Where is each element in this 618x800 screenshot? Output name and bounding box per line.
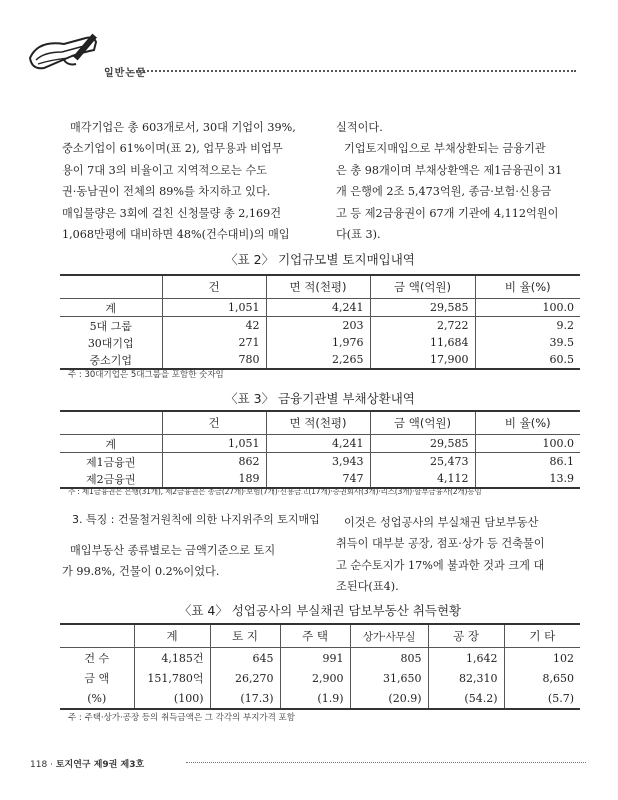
table-cell: 13.9 bbox=[475, 470, 580, 488]
table-cell: 8,650 bbox=[504, 668, 580, 688]
table-cell: 189 bbox=[162, 470, 266, 488]
table4-caption: 〈표 4〉 성업공사의 부실채권 담보부동산 취득현황 bbox=[178, 603, 462, 618]
header-divider bbox=[136, 70, 576, 72]
journal-logo bbox=[24, 30, 116, 76]
text-line: 매입물량은 3회에 걸친 신청물량 총 2,169건 bbox=[62, 206, 282, 220]
text-line: 개 은행에 2조 5,473억원, 종금·보험·신용금 bbox=[336, 185, 552, 199]
table-cell: 2,722 bbox=[370, 317, 475, 335]
table-row bbox=[60, 435, 580, 453]
text-line: 가 99.8%, 건물이 0.2%이었다. bbox=[62, 565, 220, 579]
page-footer bbox=[30, 757, 144, 770]
table-header-cell: 금 액(억원) bbox=[370, 411, 475, 435]
table-cell: 11,684 bbox=[370, 334, 475, 351]
table3 bbox=[60, 410, 580, 489]
section3-left-paragraph bbox=[62, 540, 312, 583]
page-number: 118 bbox=[30, 760, 48, 770]
table-header-cell: 비 율(%) bbox=[475, 275, 580, 299]
table-cell: 1,976 bbox=[266, 334, 370, 351]
text-line: 기업토지매입으로 부채상환되는 금융기관 bbox=[344, 142, 546, 156]
table-cell: 203 bbox=[266, 317, 370, 335]
table-cell: 3,943 bbox=[266, 453, 370, 471]
table-cell: 31,650 bbox=[350, 668, 428, 688]
table-cell: 271 bbox=[162, 334, 266, 351]
table-cell: 제2금융권 bbox=[60, 470, 162, 488]
table-cell: 39.5 bbox=[475, 334, 580, 351]
table-cell: 42 bbox=[162, 317, 266, 335]
table-header-row bbox=[60, 411, 580, 435]
text-line: 취득이 대부분 공장, 점포·상가 등 건축물이 bbox=[336, 537, 545, 551]
table-cell: 4,241 bbox=[266, 299, 370, 317]
table-header-cell bbox=[60, 275, 162, 299]
table-cell: 100.0 bbox=[475, 435, 580, 453]
table-cell: (100) bbox=[134, 688, 210, 709]
table-header-cell: 공 장 bbox=[428, 624, 504, 648]
table-cell: 1,642 bbox=[428, 648, 504, 669]
table-cell: 747 bbox=[266, 470, 370, 488]
table-header-cell: 주 택 bbox=[280, 624, 350, 648]
scroll-pen-logo-icon bbox=[24, 30, 116, 76]
text-line: 고 등 제2금융권이 67개 기관에 4,112억원이 bbox=[336, 206, 559, 220]
table-cell: 991 bbox=[280, 648, 350, 669]
table-cell: 26,270 bbox=[210, 668, 280, 688]
table-cell: 금 액 bbox=[84, 672, 110, 685]
table-cell: 2,900 bbox=[280, 668, 350, 688]
text-line: 권·동남권이 전체의 89%를 차지하고 있다. bbox=[62, 185, 271, 199]
left-paragraph bbox=[62, 117, 312, 245]
table-cell: 계 bbox=[60, 435, 162, 453]
table-cell: (20.9) bbox=[350, 688, 428, 709]
table-header-cell bbox=[60, 624, 134, 648]
table-header-row bbox=[60, 624, 580, 648]
text-line: 이것은 성업공사의 부실채권 담보부동산 bbox=[344, 516, 539, 529]
table-cell: 17,900 bbox=[370, 351, 475, 369]
table-cell: 5대 그룹 bbox=[89, 319, 132, 333]
table-header-cell bbox=[60, 411, 162, 435]
table-cell: 중소기업 bbox=[60, 351, 162, 369]
table-cell: 4,112 bbox=[370, 470, 475, 488]
table-cell: 9.2 bbox=[475, 317, 580, 335]
table-cell: 102 bbox=[504, 648, 580, 669]
table-header-cell: 건 bbox=[162, 411, 266, 435]
table-row bbox=[60, 299, 580, 317]
table-cell: 86.1 bbox=[475, 453, 580, 471]
table-header-cell: 금 액(억원) bbox=[370, 275, 475, 299]
table-cell: (17.3) bbox=[210, 688, 280, 709]
text-line: 용이 7대 3의 비율이고 지역적으로는 수도 bbox=[62, 163, 267, 177]
table-cell: 1,051 bbox=[162, 299, 266, 317]
table4 bbox=[60, 623, 580, 710]
table-cell: 100.0 bbox=[475, 299, 580, 317]
table-row bbox=[60, 317, 580, 335]
text-line: 고 순수토지가 17%에 불과한 것과 크게 대 bbox=[336, 558, 545, 572]
table-header-cell: 토 지 bbox=[210, 624, 280, 648]
journal-name: 토지연구 제9권 제3호 bbox=[55, 760, 145, 770]
table-cell: 4,241 bbox=[266, 435, 370, 453]
table-cell: 805 bbox=[350, 648, 428, 669]
table-cell: 4,185건 bbox=[134, 648, 210, 669]
footer-divider bbox=[186, 762, 586, 763]
table-cell: (54.2) bbox=[428, 688, 504, 709]
table-cell: 29,585 bbox=[370, 299, 475, 317]
table-row bbox=[60, 648, 580, 669]
section3-right-paragraph bbox=[336, 512, 576, 598]
table2-note: 주 : 30대기업은 5대그룹을 포함한 숫자임 bbox=[68, 370, 224, 380]
text-line: 다(표 3). bbox=[336, 228, 381, 242]
table-cell: (%) bbox=[60, 688, 134, 709]
text-line: 실적이다. bbox=[336, 121, 383, 134]
table2 bbox=[60, 274, 580, 370]
table-cell: (5.7) bbox=[504, 688, 580, 709]
text-line: 조된다(표4). bbox=[336, 580, 399, 594]
table-header-cell: 계 bbox=[134, 624, 210, 648]
table-row bbox=[60, 351, 580, 369]
table4-note: 주 : 주택·상가·공장 등의 취득금액은 그 각각의 부지가격 포함 bbox=[68, 713, 295, 723]
table-cell: 30대기업 bbox=[87, 336, 134, 350]
table-cell: (1.9) bbox=[280, 688, 350, 709]
text-line: 중소기업이 61%이며(표 2), 업무용과 비업무 bbox=[62, 142, 283, 156]
table-header-cell: 비 율(%) bbox=[475, 411, 580, 435]
table-cell: 29,585 bbox=[370, 435, 475, 453]
table-header-cell: 건 bbox=[162, 275, 266, 299]
table-header-cell: 상가·사무실 bbox=[350, 624, 428, 648]
table-cell: 2,265 bbox=[266, 351, 370, 369]
text-line: 매각기업은 총 603개로서, 30대 기업이 39%, bbox=[70, 121, 296, 134]
table2-caption: 〈표 2〉 기업규모별 토지매입내역 bbox=[225, 252, 415, 267]
table-cell: 82,310 bbox=[428, 668, 504, 688]
table-cell: 건 수 bbox=[84, 652, 110, 665]
table3-caption: 〈표 3〉 금융기관별 부채상환내역 bbox=[225, 391, 415, 406]
table-row bbox=[60, 334, 580, 351]
section3-heading: 3. 특징 : 건물철거원칙에 의한 나지위주의 토지매입 bbox=[72, 513, 320, 526]
table3-note: 주 : 제1금융권은 은행(31개), 제2금융권은 종금(27개)·보험(7개)·신용금고(17개)·증권회사(3개)·리스(3개)·할부금융사(2개)등임 bbox=[68, 487, 482, 496]
table-row bbox=[60, 668, 580, 688]
table-cell: 780 bbox=[162, 351, 266, 369]
table-cell: 계 bbox=[60, 299, 162, 317]
table-cell: 제1금융권 bbox=[85, 455, 136, 469]
table-cell: 645 bbox=[210, 648, 280, 669]
right-paragraph bbox=[336, 117, 576, 245]
table-row bbox=[60, 453, 580, 471]
section-title: 일반논문 bbox=[104, 68, 147, 79]
text-line: 1,068만평에 대비하면 48%(건수대비)의 매입 bbox=[62, 228, 290, 242]
text-line: 은 총 98개이며 부채상환액은 제1금융권이 31 bbox=[336, 163, 563, 177]
footer-separator-icon: · bbox=[50, 760, 53, 770]
table-header-cell: 면 적(천평) bbox=[266, 411, 370, 435]
table-cell: 862 bbox=[162, 453, 266, 471]
table-row bbox=[60, 688, 580, 709]
table-header-row bbox=[60, 275, 580, 299]
table-cell: 25,473 bbox=[370, 453, 475, 471]
table-header-cell: 기 타 bbox=[504, 624, 580, 648]
text-line: 매입부동산 종류별로는 금액기준으로 토지 bbox=[70, 544, 276, 557]
table-cell: 60.5 bbox=[475, 351, 580, 369]
table-cell: 1,051 bbox=[162, 435, 266, 453]
table-cell: 151,780억 bbox=[134, 668, 210, 688]
table-header-cell: 면 적(천평) bbox=[266, 275, 370, 299]
